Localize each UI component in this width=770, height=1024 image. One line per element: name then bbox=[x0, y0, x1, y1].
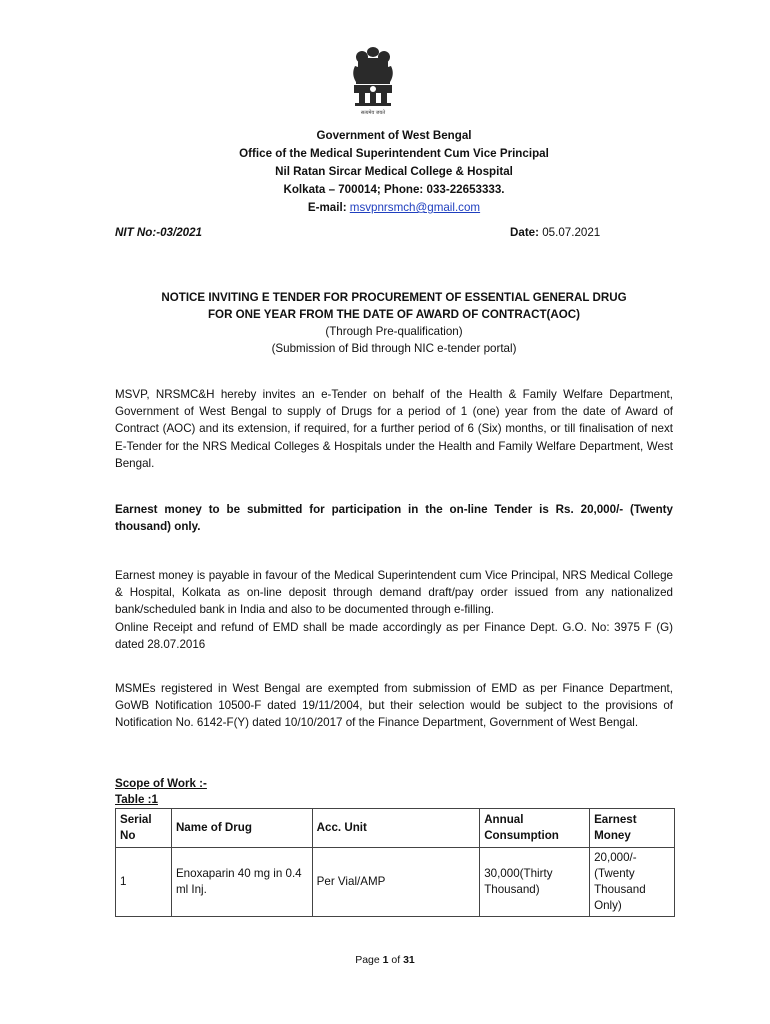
table-row bbox=[116, 848, 675, 917]
notice-title-block bbox=[115, 289, 673, 357]
letterhead-email bbox=[115, 199, 673, 217]
email-label: E-mail: bbox=[307, 201, 350, 214]
header-drug-name: Name of Drug bbox=[171, 809, 312, 848]
letterhead-address: Kolkata – 700014; Phone: 033-22653333. bbox=[283, 183, 505, 196]
scope-title: Scope of Work :- bbox=[115, 777, 207, 790]
paragraph-invitation: MSVP, NRSMC&H hereby invites an e-Tender on behalf of the Health & Family Welfare Department, Government of West Bengal to supply of Drugs for a period of 1 (one) year from the date of Award of Contract (AOC) and its extension, if required, for a further period of 6 (Six) months, or till finalisation of next E-Tender for the NRS Medical Colleges & Hospitals under the Health and Family Welfare Department, West Bengal. bbox=[115, 388, 673, 470]
paragraph-emd-payment bbox=[115, 567, 673, 653]
header-annual-consumption: Annual Consumption bbox=[480, 809, 590, 848]
date-value: 05.07.2021 bbox=[542, 226, 601, 239]
page-total: 31 bbox=[403, 954, 415, 966]
paragraph-earnest-money: Earnest money to be submitted for participation in the on-line Tender is Rs. 20,000/- (Twenty thousand) only. bbox=[115, 503, 673, 534]
letterhead bbox=[115, 127, 673, 217]
cell-earnest-money: 20,000/- (Twenty Thousand Only) bbox=[590, 848, 675, 917]
letterhead-office: Office of the Medical Superintendent Cum Vice Principal bbox=[239, 147, 549, 160]
letterhead-government: Government of West Bengal bbox=[316, 129, 472, 142]
nit-number: NIT No:-03/2021 bbox=[115, 226, 202, 239]
letterhead-institution: Nil Ratan Sircar Medical College & Hospital bbox=[275, 165, 513, 178]
cell-annual-consumption: 30,000(Thirty Thousand) bbox=[480, 848, 590, 917]
cell-serial-no: 1 bbox=[116, 848, 172, 917]
notice-date bbox=[510, 224, 600, 241]
email-link[interactable]: msvpnrsmch@gmail.com bbox=[349, 201, 481, 214]
emblem-caption: सत्यमेव जयते bbox=[360, 110, 386, 116]
paragraph-emd-payment-text: Earnest money is payable in favour of the Medical Superintendent cum Vice Principal, NRS Medical College & Hospital, Kolkata as on-line deposit through demand draft/pay order issued from any nationalized bank/scheduled bank in India and also to be documented through e-filling. bbox=[115, 569, 673, 617]
header-serial-no: Serial No bbox=[116, 809, 172, 848]
table-header-row bbox=[116, 809, 675, 848]
page-footer bbox=[0, 952, 770, 969]
paragraph-msme-exemption: MSMEs registered in West Bengal are exempted from submission of EMD as per Finance Department, GoWB Notification 10500-F dated 19/11/2004, but their selection would be subject to the provisions of Notification No. 6142-F(Y) dated 10/10/2017 of the Finance Department, Government of West Bengal. bbox=[115, 682, 673, 730]
paragraph-emd-refund-text: Online Receipt and refund of EMD shall be made accordingly as per Finance Dept. G.O. No: 3975 F (G) dated 28.07.2016 bbox=[115, 620, 673, 651]
notice-subtitle-submission: (Submission of Bid through NIC e-tender portal) bbox=[271, 342, 517, 355]
page-label: Page bbox=[355, 954, 383, 966]
notice-subtitle-prequalification: (Through Pre-qualification) bbox=[325, 325, 463, 338]
drug-table bbox=[115, 808, 675, 917]
date-label: Date: bbox=[510, 226, 543, 239]
notice-title-line2: FOR ONE YEAR FROM THE DATE OF AWARD OF CONTRACT(AOC) bbox=[207, 308, 581, 321]
table-label: Table :1 bbox=[115, 793, 158, 806]
header-acc-unit: Acc. Unit bbox=[312, 809, 480, 848]
cell-drug-name: Enoxaparin 40 mg in 0.4 ml Inj. bbox=[171, 848, 312, 917]
page-of-label: of bbox=[388, 954, 404, 966]
notice-title-line1: NOTICE INVITING E TENDER FOR PROCUREMENT OF ESSENTIAL GENERAL DRUG bbox=[161, 291, 627, 304]
page-number: 1 bbox=[382, 954, 389, 966]
header-earnest-money: Earnest Money bbox=[590, 809, 675, 848]
cell-acc-unit: Per Vial/AMP bbox=[312, 848, 480, 917]
scope-heading bbox=[115, 776, 207, 808]
